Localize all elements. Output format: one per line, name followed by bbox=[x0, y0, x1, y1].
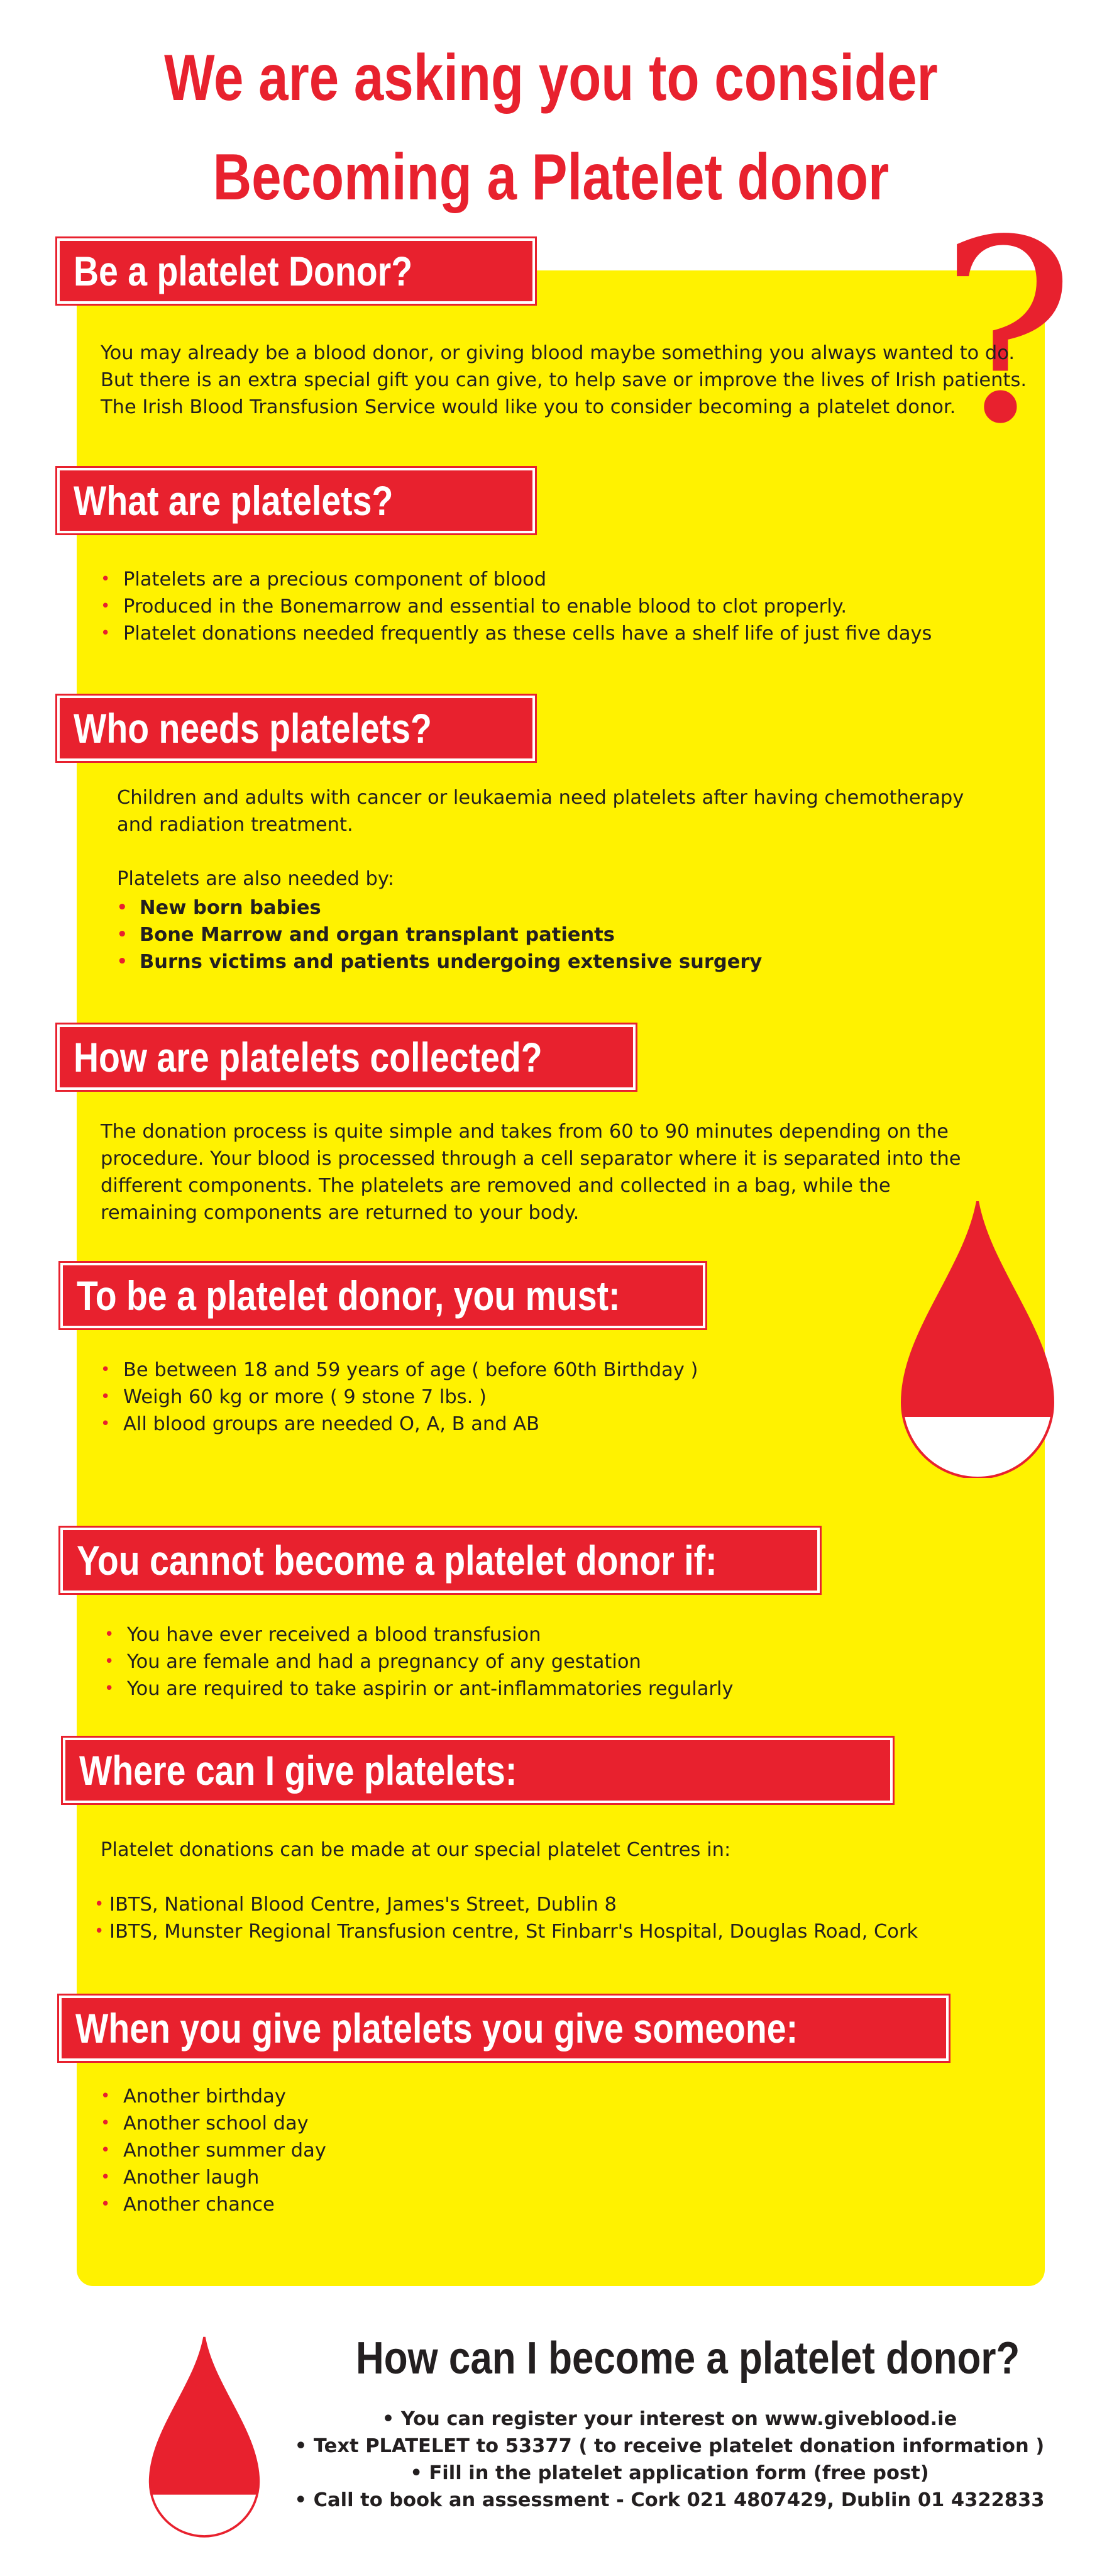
list-item: • All blood groups are needed O, A, B and AB bbox=[101, 1411, 698, 1438]
text-line: You may already be a blood donor, or giving blood maybe something you always wanted to do. bbox=[101, 342, 1015, 364]
who-needs-list bbox=[117, 894, 762, 975]
section-banner-must bbox=[63, 1265, 703, 1326]
text-line: The Irish Blood Transfusion Service would like you to consider becoming a platelet donor. bbox=[101, 396, 956, 418]
list-item: • Produced in the Bonemarrow and essential to enable blood to clot properly. bbox=[101, 593, 932, 620]
section-title: Be a platelet Donor? bbox=[74, 248, 413, 294]
text-line: and radiation treatment. bbox=[117, 814, 353, 836]
text-line: Children and adults with cancer or leukaemia need platelets after having chemotherapy bbox=[117, 787, 964, 809]
list-item: • Burns victims and patients undergoing extensive surgery bbox=[117, 948, 762, 975]
blood-drop-icon bbox=[148, 2334, 261, 2539]
section-title: How are platelets collected? bbox=[74, 1034, 543, 1080]
list-item: • Another birthday bbox=[101, 2083, 326, 2110]
section-title: To be a platelet donor, you must: bbox=[77, 1272, 620, 1319]
section-banner-how-collected bbox=[60, 1027, 633, 1087]
text-line: remaining components are returned to your body. bbox=[101, 1202, 580, 1224]
how-collected-text bbox=[101, 1118, 961, 1226]
footer-item: • Text PLATELET to 53377 ( to receive platelet donation information ) bbox=[294, 2435, 1045, 2457]
footer-item: • Fill in the platelet application form (free post) bbox=[410, 2462, 929, 2484]
section-banner-cannot bbox=[63, 1530, 817, 1591]
list-item: • Another laugh bbox=[101, 2164, 326, 2191]
section-banner-who-needs bbox=[60, 698, 532, 758]
section-title: What are platelets? bbox=[74, 477, 394, 524]
section-title: Where can I give platelets: bbox=[79, 1747, 517, 1794]
list-item: • Platelets are a precious component of blood bbox=[101, 566, 932, 593]
section-title: You cannot become a platelet donor if: bbox=[77, 1537, 717, 1584]
list-item: • IBTS, National Blood Centre, James's Street, Dublin 8 bbox=[94, 1891, 918, 1918]
be-donor-text bbox=[101, 340, 1027, 421]
footer-list bbox=[270, 2406, 1069, 2514]
text-line: Platelets are also needed by: bbox=[117, 868, 394, 890]
list-item: • Another summer day bbox=[101, 2137, 326, 2164]
section-banner-where bbox=[65, 1740, 890, 1801]
list-item: • Platelet donations needed frequently as these cells have a shelf life of just five days bbox=[101, 620, 932, 647]
list-item: • Another chance bbox=[101, 2191, 326, 2218]
section-banner-be-donor bbox=[60, 241, 532, 301]
page-headline bbox=[99, 28, 1003, 227]
list-item: • IBTS, Munster Regional Transfusion centre, St Finbarr's Hospital, Douglas Road, Cork bbox=[94, 1918, 918, 1945]
list-item: • New born babies bbox=[117, 894, 762, 921]
what-are-list bbox=[101, 566, 932, 647]
list-item: • You are required to take aspirin or ant-inflammatories regularly bbox=[104, 1675, 733, 1702]
where-list bbox=[94, 1891, 918, 1945]
text-line: The donation process is quite simple and takes from 60 to 90 minutes depending on the bbox=[101, 1121, 949, 1143]
where-intro: Platelet donations can be made at our special platelet Centres in: bbox=[101, 1839, 731, 1861]
footer-item: • You can register your interest on www.giveblood.ie bbox=[382, 2408, 957, 2430]
footer-title-text: How can I become a platelet donor? bbox=[355, 2333, 1020, 2384]
text-line: But there is an extra special gift you can give, to help save or improve the lives of Irish patients. bbox=[101, 369, 1027, 391]
must-list bbox=[101, 1357, 698, 1438]
section-banner-what-are bbox=[60, 470, 532, 531]
who-needs-text bbox=[117, 784, 964, 892]
question-mark-icon: ? bbox=[940, 187, 1075, 479]
footer-item: • Call to book an assessment - Cork 021 4807429, Dublin 01 4322833 bbox=[294, 2489, 1045, 2511]
section-title: Who needs platelets? bbox=[74, 705, 432, 752]
headline-line-2: Becoming a Platelet donor bbox=[212, 141, 890, 214]
text-line: procedure. Your blood is processed through a cell separator where it is separated into the bbox=[101, 1148, 961, 1170]
list-item: • You are female and had a pregnancy of any gestation bbox=[104, 1648, 733, 1675]
headline-line-1: We are asking you to consider bbox=[164, 42, 938, 114]
blood-drop-icon bbox=[899, 1201, 1056, 1478]
section-title: When you give platelets you give someone: bbox=[75, 2005, 798, 2051]
list-item: • Bone Marrow and organ transplant patients bbox=[117, 921, 762, 948]
list-item: • Another school day bbox=[101, 2110, 326, 2137]
list-item: • Weigh 60 kg or more ( 9 stone 7 lbs. ) bbox=[101, 1384, 698, 1411]
list-item: • You have ever received a blood transfusion bbox=[104, 1621, 733, 1648]
footer-title bbox=[302, 2330, 1037, 2387]
give-someone-list bbox=[101, 2083, 326, 2218]
text-line: different components. The platelets are removed and collected in a bag, while the bbox=[101, 1175, 891, 1197]
section-banner-give-someone bbox=[62, 1998, 946, 2058]
list-item: • Be between 18 and 59 years of age ( before 60th Birthday ) bbox=[101, 1357, 698, 1384]
cannot-list bbox=[104, 1621, 733, 1702]
